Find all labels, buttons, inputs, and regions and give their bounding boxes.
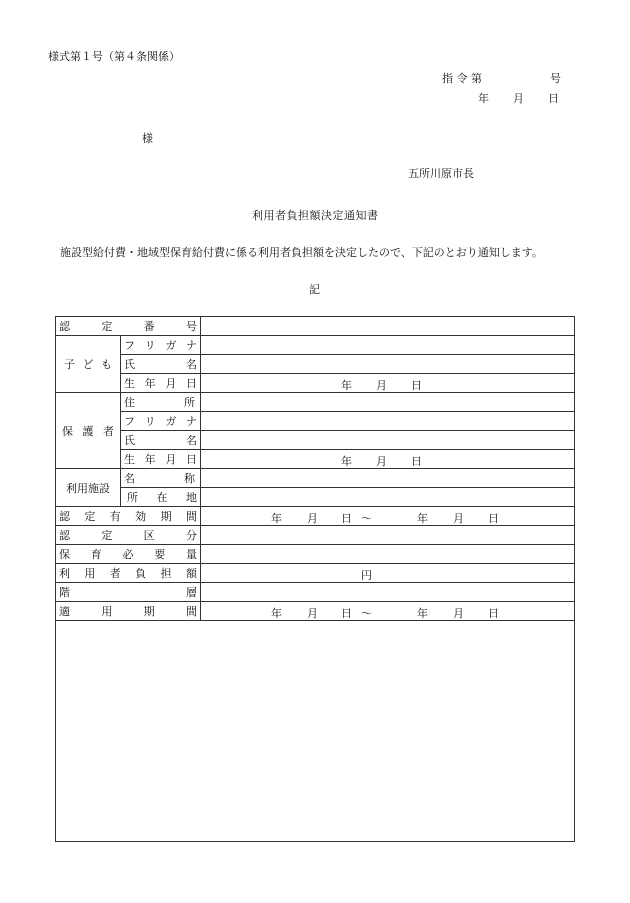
row-remarks: [56, 621, 575, 842]
label-child-furigana: [121, 336, 201, 355]
order-suffix: 号: [550, 72, 561, 85]
row-facility-name: [56, 469, 575, 488]
label-validity-period: [56, 507, 201, 526]
label-facility-location-text: 所 在 地: [127, 491, 197, 504]
value-guardian-birthdate[interactable]: [201, 450, 575, 469]
addressee-suffix: 様: [142, 132, 153, 145]
issuer-name: 五所川原市長: [408, 167, 474, 180]
issue-day: 日: [548, 92, 559, 105]
notice-table: [55, 316, 575, 842]
label-child-birthdate-text: 生 年 月 日: [124, 377, 197, 390]
row-tier: [56, 583, 575, 602]
row-guardian-name: [56, 431, 575, 450]
unit-month: 月: [307, 607, 318, 620]
value-cert-no[interactable]: [201, 317, 575, 336]
unit-month: 月: [453, 512, 464, 525]
unit-month: 月: [376, 379, 387, 392]
unit-day: 日: [341, 607, 352, 620]
label-guardian-birthdate: [121, 450, 201, 469]
row-child-name: [56, 355, 575, 374]
label-childcare-need-text: 保 育 必 要 量: [59, 548, 197, 561]
label-guardian-furigana: [121, 412, 201, 431]
unit-day: 日: [411, 455, 422, 468]
label-facility-name-text: 名 称: [124, 472, 195, 485]
label-guardian-birthdate-text: 生 年 月 日: [124, 453, 197, 466]
value-validity-period[interactable]: [201, 507, 575, 526]
label-tier-text: 階 層: [59, 586, 197, 599]
row-child-birthdate: [56, 374, 575, 393]
value-facility-name[interactable]: [201, 469, 575, 488]
label-user-burden: [56, 564, 201, 583]
label-guardian-furigana-text: フ リ ガ ナ: [124, 415, 197, 428]
issue-month: 月: [513, 92, 524, 105]
group-guardian-text: 保 護 者: [62, 424, 114, 438]
row-guardian-address: [56, 393, 575, 412]
label-guardian-address: [121, 393, 201, 412]
unit-yen: 円: [361, 569, 372, 582]
unit-year: 年: [341, 379, 352, 392]
remarks-area[interactable]: [56, 621, 575, 842]
value-guardian-name[interactable]: [201, 431, 575, 450]
row-validity-period: [56, 507, 575, 526]
row-applicable-period: [56, 602, 575, 621]
form-number: 様式第１号（第４条関係）: [48, 50, 180, 63]
label-cert-no-text: 認 定 番 号: [59, 320, 197, 333]
label-child-name: [121, 355, 201, 374]
label-child-name-text: 氏 名: [124, 358, 197, 371]
value-facility-location[interactable]: [201, 488, 575, 507]
group-guardian: [56, 393, 121, 469]
label-guardian-name-text: 氏 名: [124, 434, 197, 447]
unit-day: 日: [341, 512, 352, 525]
row-user-burden: [56, 564, 575, 583]
row-facility-location: [56, 488, 575, 507]
label-cert-no: [56, 317, 201, 336]
value-cert-category[interactable]: [201, 526, 575, 545]
value-user-burden[interactable]: [201, 564, 575, 583]
label-child-furigana-text: フ リ ガ ナ: [124, 339, 197, 352]
label-guardian-name: [121, 431, 201, 450]
unit-year: 年: [271, 512, 282, 525]
value-child-name[interactable]: [201, 355, 575, 374]
label-guardian-address-text: 住 所: [124, 396, 195, 409]
order-number-line: [442, 70, 560, 84]
group-facility-label: 利用施設: [66, 481, 110, 495]
label-child-birthdate: [121, 374, 201, 393]
ki-label: 記: [309, 283, 320, 296]
range-tilde: ～: [361, 512, 372, 525]
notice-body: 施設型給付費・地域型保育給付費に係る利用者負担額を決定したので、下記のとおり通知します。: [60, 246, 543, 259]
group-facility: [56, 469, 121, 507]
unit-day: 日: [411, 379, 422, 392]
label-cert-category-text: 認 定 区 分: [59, 529, 197, 542]
row-childcare-need: [56, 545, 575, 564]
label-cert-category: [56, 526, 201, 545]
label-validity-period-text: 認 定 有 効 期 間: [59, 510, 197, 523]
unit-month: 月: [453, 607, 464, 620]
order-label: 指 令 第: [442, 72, 482, 85]
unit-year: 年: [417, 512, 428, 525]
row-cert-no: [56, 317, 575, 336]
issue-year: 年: [478, 92, 489, 105]
document-title: 利用者負担額決定通知書: [252, 209, 379, 222]
group-child-text: 子 ど も: [64, 358, 112, 371]
group-child: [56, 336, 121, 393]
row-cert-category: [56, 526, 575, 545]
unit-year: 年: [341, 455, 352, 468]
label-childcare-need: [56, 545, 201, 564]
row-child-furigana: [56, 336, 575, 355]
value-childcare-need[interactable]: [201, 545, 575, 564]
value-guardian-address[interactable]: [201, 393, 575, 412]
issue-date: [478, 90, 560, 104]
value-tier[interactable]: [201, 583, 575, 602]
unit-month: 月: [307, 512, 318, 525]
row-guardian-furigana: [56, 412, 575, 431]
unit-year: 年: [417, 607, 428, 620]
value-child-furigana[interactable]: [201, 336, 575, 355]
row-guardian-birthdate: [56, 450, 575, 469]
value-child-birthdate[interactable]: [201, 374, 575, 393]
unit-year: 年: [271, 607, 282, 620]
value-guardian-furigana[interactable]: [201, 412, 575, 431]
label-applicable-period-text: 適 用 期 間: [59, 605, 197, 618]
unit-day: 日: [488, 607, 499, 620]
label-user-burden-text: 利 用 者 負 担 額: [59, 567, 197, 580]
value-applicable-period[interactable]: [201, 602, 575, 621]
range-tilde: ～: [361, 607, 372, 620]
label-tier: [56, 583, 201, 602]
unit-day: 日: [488, 512, 499, 525]
label-facility-name: [121, 469, 201, 488]
label-applicable-period: [56, 602, 201, 621]
unit-month: 月: [376, 455, 387, 468]
label-facility-location: [121, 488, 201, 507]
